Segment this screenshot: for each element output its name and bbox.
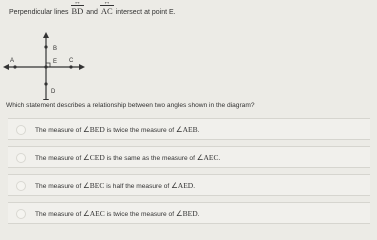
radio-button[interactable]: [16, 181, 26, 191]
answer-option-text: The measure of ∠CED is the same as the measure of ∠AEC.: [35, 153, 221, 162]
answer-option-3[interactable]: [8, 174, 370, 196]
answer-option-text: The measure of ∠BEC is half the measure of ∠AED.: [35, 181, 196, 190]
radio-button[interactable]: [16, 125, 26, 135]
point-b: [44, 45, 47, 48]
line-ac-label: AC ↔: [100, 6, 114, 17]
answer-option-1[interactable]: [8, 118, 370, 140]
question-text: Which statement describes a relationship between two angles shown in the diagram?: [6, 102, 255, 109]
point-a: [13, 65, 16, 68]
label-e: E: [53, 59, 58, 65]
radio-button[interactable]: [16, 209, 26, 219]
point-d: [44, 82, 47, 85]
answer-option-4[interactable]: [8, 202, 370, 224]
answer-option-2[interactable]: [8, 146, 370, 168]
answer-option-text: The measure of ∠BED is twice the measure of ∠AEB.: [35, 125, 200, 134]
label-c: C: [69, 58, 74, 64]
point-e: [44, 65, 47, 68]
point-c: [69, 65, 72, 68]
perpendicular-lines-diagram: [0, 0, 377, 100]
label-d: D: [51, 89, 56, 95]
prompt-suffix: intersect at point E.: [115, 9, 176, 16]
line-bd-label: BD ↔: [71, 6, 85, 17]
prompt-mid: and: [86, 9, 98, 16]
prompt-prefix: Perpendicular lines: [9, 9, 69, 16]
radio-button[interactable]: [16, 153, 26, 163]
answer-option-text: The measure of ∠AEC is twice the measure of ∠BED.: [35, 209, 200, 218]
label-b: B: [53, 46, 58, 52]
label-a: A: [10, 58, 15, 64]
